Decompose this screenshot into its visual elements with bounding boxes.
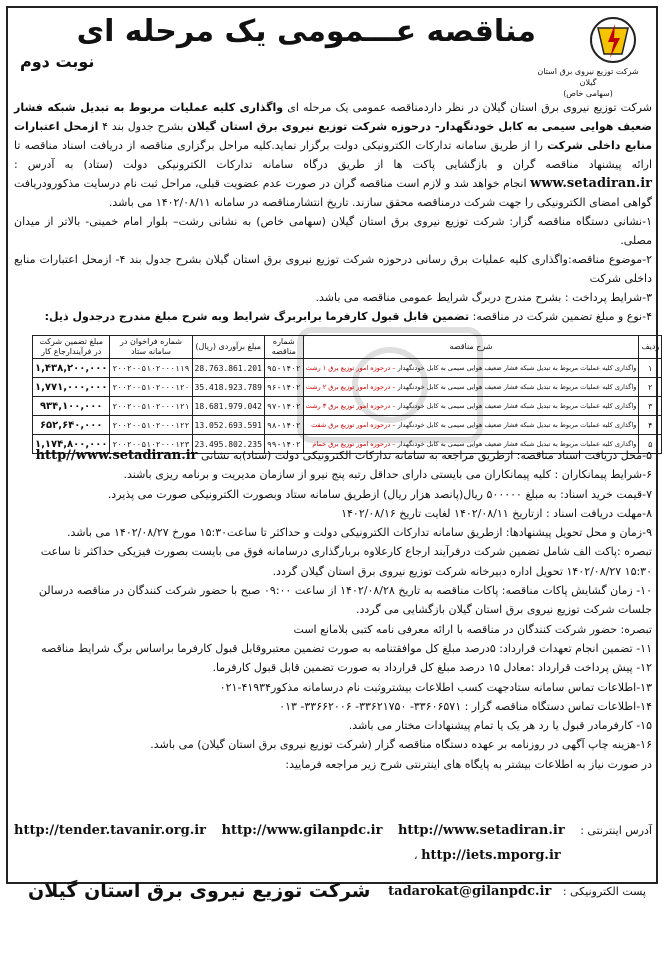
item-14: ۱۴-اطلاعات تماس دستگاه مناقصه گزار : ۳۳۶۰۶۵۷۱- ۳۳۶۲۱۷۵۰- ۳۳۶۶۲۰۰۶- ۰۱۳ [279, 699, 652, 713]
cell-number: ۹۹-۱۴۰۲ [264, 435, 303, 454]
tender-url[interactable]: http://tender.tavanir.org.ir [14, 822, 207, 838]
notice-header [8, 8, 656, 98]
tender-table [32, 335, 660, 454]
cell-call-number: ۲۰۰۲۰۰۵۱۰۲۰۰۰۱۱۹ [110, 359, 192, 378]
cell-description: واگذاری کلیه عملیات مربوط به تبدیل شبکه فشار ضعیف هوایی سیمی به کابل خودنگهدار – درحوزه امور توزیع برق ۱ رشت [303, 359, 639, 378]
item-1: ۱-نشانی دستگاه مناقصه گزار: شرکت توزیع نیروی برق استان گیلان (سهامی خاص) به نشانی رشت– بلوار امام خمینی- بالاتر از میدان مصلی. [14, 215, 652, 247]
table-row [33, 416, 662, 435]
col-guarantee: مبلغ تضمین شرکت در فرآیندارجاع کار [33, 336, 110, 359]
cell-guarantee: ۶۵۲,۶۴۰,۰۰۰ [33, 416, 110, 435]
more-info: در صورت نیاز به اطلاعات بیشتر به پایگاه های اینترنتی شرح زیر مراجعه فرمایید: [285, 757, 652, 771]
table-header-row [33, 336, 662, 359]
cell-guarantee: ۱,۱۷۴,۸۰۰,۰۰۰ [33, 435, 110, 454]
cell-call-number: ۲۰۰۲۰۰۵۱۰۲۰۰۰۱۲۳ [110, 435, 192, 454]
item-2: ۲-موضوع مناقصه:واگذاری کلیه عملیات برق رسانی درحوزه شرکت توزیع نیروی برق استان گیلان بشرح جدول بند ۴- ازمحل اعتبارات منابع داخلی شرکت [14, 253, 652, 285]
conditions-list [14, 446, 652, 774]
cell-row: ۵ [639, 435, 662, 454]
intro-section [14, 98, 652, 326]
cell-estimate: 23.495.802.235 [192, 435, 264, 454]
note-2: تبصره: حضور شرکت کنندگان در مناقصه با ارائه معرفی نامه کتبی بلامانع است [293, 622, 652, 636]
round-label: نوبت دوم [20, 52, 95, 71]
cell-estimate: 18.681.979.042 [192, 397, 264, 416]
cell-call-number: ۲۰۰۲۰۰۵۱۰۲۰۰۰۱۲۱ [110, 397, 192, 416]
footer-company: شرکت توزیع نیروی برق استان گیلان [28, 880, 371, 902]
table-row [33, 378, 662, 397]
gilan-url[interactable]: http://www.gilanpdc.ir [221, 822, 383, 838]
item-12: ۱۲- پیش پرداخت قرارداد :معادل ۱۵ درصد مبلغ کل قرارداد به صورت تضمین قابل قبول کارفرما. [212, 661, 652, 675]
col-row: ردیف [639, 336, 662, 359]
cell-number: ۹۷-۱۴۰۲ [264, 397, 303, 416]
item-5: ۵-محل دریافت اسناد مناقصه: ازطریق مراجعه به سامانه تدارکات الکترونیکی دولت (ستاد)به نشانی http//www.setadiran.ir [35, 448, 652, 463]
cell-estimate: 28.763.861.201 [192, 359, 264, 378]
setad-link-2[interactable]: http//www.setadiran.ir [35, 448, 198, 463]
note-1: تبصره :پاکت الف شامل تضمین شرکت درفرآیند ارجاع کارعلاوه بربارگذاری درسامانه فوق می بایست بصورت فیزیکی حداکثر تا ساعت ۱۵:۳۰ ۱۴۰۲/۰۸/۲۷ تحویل اداره دبیرخانه شرکت توزیع نیروی برق استان گیلان گردد. [40, 545, 652, 578]
cell-description: واگذاری کلیه عملیات مربوط به تبدیل شبکه فشار ضعیف هوایی سیمی به کابل خودنگهدار – درحوزه امور توزیع برق ۳ رشت [303, 397, 639, 416]
cell-estimate: 35.418.923.789 [192, 378, 264, 397]
cell-guarantee: ۱,۷۷۱,۰۰۰,۰۰۰ [33, 378, 110, 397]
cell-guarantee: ۱,۴۳۸,۲۰۰,۰۰۰ [33, 359, 110, 378]
cell-row: ۲ [639, 378, 662, 397]
footer-email: پست الکترونیکی : tadarokat@gilanpdc.ir [388, 884, 646, 899]
item-9: ۹-زمان و محل تحویل پیشنهادها: ازطریق سامانه تدارکات الکترونیکی دولت و حداکثر تا ساعت۱۵:۳۰ مورخ ۱۴۰۲/۰۸/۲۷ می باشد. [67, 526, 652, 540]
cell-call-number: ۲۰۰۲۰۰۵۱۰۲۰۰۰۱۲۲ [110, 416, 192, 435]
cell-row: ۱ [639, 359, 662, 378]
item-11: ۱۱- تضمین انجام تعهدات قرارداد: ۵درصد مبلغ کل موافقتنامه به صورت تضمین معتبروقابل قبول کارفرما براساس برگ شرایط مناقصه [41, 641, 652, 655]
item-10: ۱۰- زمان گشایش پاکات مناقصه: پاکات مناقصه به تاریخ ۱۴۰۲/۰۸/۲۸ از ساعت ۰۹:۰۰ صبح با حضور شرکت کنندگان در مناقصه درسالن جلسات شرکت توزیع نیروی برق استان گیلان بازگشایی می گردد. [38, 584, 652, 617]
item-3: ۳-شرایط پرداخت : بشرح مندرج دربرگ شرایط عمومی مناقصه می باشد. [315, 291, 652, 304]
item-15: ۱۵- کارفرمادر قبول یا رد هر یک یا تمام پیشنهادات مختار می باشد. [348, 719, 652, 733]
cell-number: ۹۶-۱۴۰۲ [264, 378, 303, 397]
intro-paragraph: شرکت توزیع نیروی برق استان گیلان در نظر داردمناقصه عمومی یک مرحله ای واگذاری کلیه عملیات مربوط به تبدیل شبکه فشار ضعیف هوایی سیمی به کابل خودنگهدار- درحوزه شرکت توزیع نیروی برق استان گیلان بشرح جدول بند ۴ ازمحل اعتبارات منابع داخلی شرکت را از طریق سامانه تدارکات الکترونیکی دولت برگزار نماید.کلیه مراحل برگزاری مناقصه از دریافت اسناد مناقصه تا ارائه پیشنهاد مناقصه گران و بازگشایی پاکت ها از طریق درگاه سامانه تدارکات الکترونیکی دولت (ستاد) به آدرس : www.setadiran.ir انجام خواهد شد و لازم است مناقصه گران در صورت عدم عضویت قبلی، مراحل ثبت نام درسایت مذکورودریافت گواهی امضای الکترونیکی را جهت شرکت درمناقصه محقق سازند. تاریخ انتشارمناقصه در سامانه ۱۴۰۲/۰۸/۱۱ می باشد. [14, 101, 653, 209]
item-16: ۱۶-هزینه چاپ آگهی در روزنامه بر عهده دستگاه مناقصه گزار (شرکت توزیع نیروی برق استان گیلان) می باشد. [150, 738, 652, 752]
setad-url[interactable]: http://www.setadiran.ir [397, 822, 565, 838]
col-number: شماره مناقصه [264, 336, 303, 359]
links-label: آدرس اینترنتی : [580, 823, 652, 837]
cell-description: واگذاری کلیه عملیات مربوط به تبدیل شبکه فشار ضعیف هوایی سیمی به کابل خودنگهدار – درحوزه امور توزیع برق شفت [303, 416, 639, 435]
table-row [33, 397, 662, 416]
setad-link[interactable]: www.setadiran.ir [530, 176, 653, 191]
mporg-url[interactable]: http://iets.mporg.ir [421, 848, 561, 863]
cell-description: واگذاری کلیه عملیات مربوط به تبدیل شبکه فشار ضعیف هوایی سیمی به کابل خودنگهدار – درحوزه امور توزیع برق ۲ رشت [303, 378, 639, 397]
col-call-number: شماره فراخوان در سامانه ستاد [110, 336, 192, 359]
cell-call-number: ۲۰۰۲۰۰۵۱۰۲۰۰۰۱۲۰ [110, 378, 192, 397]
cell-description: واگذاری کلیه عملیات مربوط به تبدیل شبکه فشار ضعیف هوایی سیمی به کابل خودنگهدار – درحوزه امور توزیع برق خمام [303, 435, 639, 454]
table-row [33, 359, 662, 378]
cell-row: ۴ [639, 416, 662, 435]
col-estimate: مبلغ برآوردی (ریال) [192, 336, 264, 359]
notice-title: مناقصه عـــمومی یک مرحله ای [76, 14, 536, 49]
col-description: شرح مناقصه [303, 336, 639, 359]
item-13: ۱۳-اطلاعات تماس سامانه ستادجهت کسب اطلاعات بیشتروثبت نام درسامانه مذکور۴۱۹۳۴-۰۲۱ [219, 680, 652, 694]
cell-row: ۳ [639, 397, 662, 416]
company-logo-icon [584, 14, 642, 66]
web-links: آدرس اینترنتی : http://www.setadiran.ir http://www.gilanpdc.ir http://tender.tavanir.org.ir http://iets.mporg.ir ، [14, 822, 652, 863]
cell-number: ۹۵-۱۴۰۲ [264, 359, 303, 378]
item-8: ۸-مهلت دریافت اسناد : ازتاریخ ۱۴۰۲/۰۸/۱۱ لغایت تاریخ ۱۴۰۲/۰۸/۱۶ [341, 506, 652, 520]
cell-guarantee: ۹۳۴,۱۰۰,۰۰۰ [33, 397, 110, 416]
email-link[interactable]: tadarokat@gilanpdc.ir [388, 884, 552, 899]
cell-estimate: 13.052.693.591 [192, 416, 264, 435]
notice-footer [0, 880, 666, 960]
item-4: ۴-نوع و مبلغ تضمین شرکت در مناقصه: تضمین قابل قبول کارفرما برابربرگ شرایط وبه شرح مبلغ مندرج درجدول ذیل: [44, 310, 652, 323]
item-6: ۶-شرایط پیمانکاران : کلیه پیمانکاران می بایستی دارای حداقل رتبه پنج نیرو از سازمان مدیریت و برنامه ریزی باشند. [123, 468, 652, 482]
item-7: ۷-قیمت خرید اسناد: به مبلغ ۵۰۰۰۰۰ ریال(پانصد هزار ریال) ازطریق سامانه ستاد وبصورت الکترونیکی صورت می پذیرد. [107, 487, 652, 501]
company-name-small: شرکت توزیع نیروی برق استان گیلان (سهامی خاص) [537, 67, 639, 98]
cell-number: ۹۸-۱۴۰۲ [264, 416, 303, 435]
